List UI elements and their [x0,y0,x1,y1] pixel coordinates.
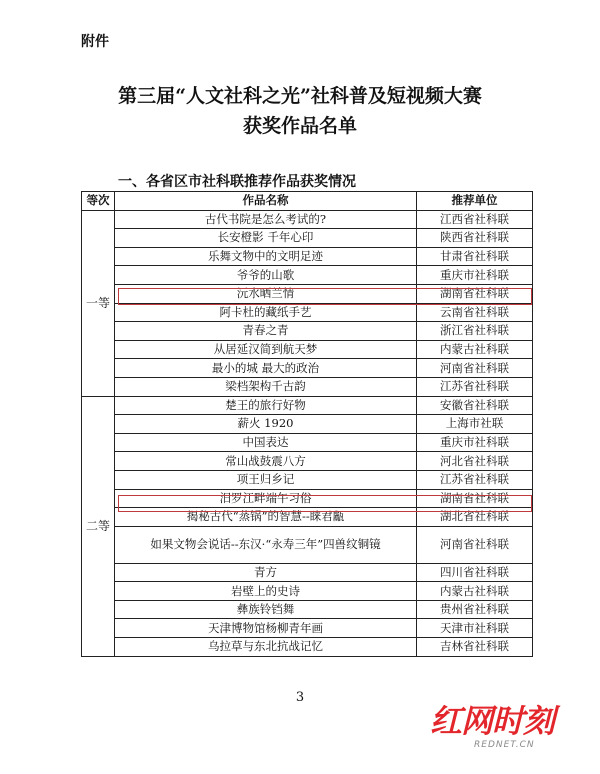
grade-first: 一等 [82,210,115,396]
table-row [82,619,533,638]
table-row [82,396,533,415]
recommending-unit: 河南省社科联 [417,359,533,378]
grade-second: 二等 [82,396,115,656]
watermark-logo [430,701,590,761]
work-title: 从居延汉简到航天梦 [115,340,417,359]
table-row-highlighted [82,284,533,303]
recommending-unit: 河南省社科联 [417,526,533,563]
work-title: 楚王的旅行好物 [115,396,417,415]
table-row [82,415,533,434]
table-row [82,508,533,527]
header-unit: 推荐单位 [417,192,533,211]
table-row [82,526,533,563]
table-row [82,210,533,229]
table-row [82,377,533,396]
document-title-line1: 第三届“人文社科之光”社科普及短视频大赛 [118,85,482,107]
work-title: 中国表达 [115,433,417,452]
recommending-unit: 湖南省社科联 [417,284,533,303]
work-title: 如果文物会说话--东汉·“永寿三年”四兽纹铜镜 [115,526,417,563]
work-title: 乐舞文物中的文明足迹 [115,247,417,266]
table-row [82,322,533,341]
work-title: 项王归乡记 [115,470,417,489]
work-title: 岩壁上的史诗 [115,582,417,601]
recommending-unit: 云南省社科联 [417,303,533,322]
recommending-unit: 安徽省社科联 [417,396,533,415]
work-title: 古代书院是怎么考试的? [115,210,417,229]
table-row [82,433,533,452]
header-work: 作品名称 [115,192,417,211]
work-title: 阿卡杜的藏纸手艺 [115,303,417,322]
work-title: 常山战鼓震八方 [115,452,417,471]
work-title: 乌拉草与东北抗战记忆 [115,638,417,657]
table-row [82,600,533,619]
recommending-unit: 重庆市社科联 [417,266,533,285]
table-row [82,452,533,471]
awards-table [81,191,533,657]
recommending-unit: 吉林省社科联 [417,638,533,657]
attachment-label: 附件 [81,34,109,50]
table-row [82,303,533,322]
work-title: 长安橙影 千年心印 [115,229,417,248]
recommending-unit: 江苏省社科联 [417,470,533,489]
table-row [82,470,533,489]
recommending-unit: 甘肃省社科联 [417,247,533,266]
work-title: 揭秘古代“蒸锅”的智慧--睐君甗 [115,508,417,527]
watermark-sub-text: REDNET.CN [474,740,535,750]
recommending-unit: 内蒙古社科联 [417,340,533,359]
recommending-unit: 湖南省社科联 [417,489,533,508]
recommending-unit: 江苏省社科联 [417,377,533,396]
recommending-unit: 重庆市社科联 [417,433,533,452]
watermark-main-text: 红网时刻 [430,702,555,740]
table-row-highlighted [82,489,533,508]
recommending-unit: 贵州省社科联 [417,600,533,619]
table-row [82,582,533,601]
recommending-unit: 江西省社科联 [417,210,533,229]
table-row [82,359,533,378]
header-grade: 等次 [82,192,115,211]
work-title: 彝族铃铛舞 [115,600,417,619]
table-row [82,340,533,359]
recommending-unit: 河北省社科联 [417,452,533,471]
recommending-unit: 内蒙古社科联 [417,582,533,601]
table-row [82,638,533,657]
document-title-line2: 获奖作品名单 [242,115,357,137]
recommending-unit: 陕西省社科联 [417,229,533,248]
section-heading: 一、各省区市社科联推荐作品获奖情况 [118,174,356,190]
page-number: 3 [295,690,305,705]
work-title: 梁档架构千古韵 [115,377,417,396]
work-title: 青春之青 [115,322,417,341]
work-title: 爷爷的山歌 [115,266,417,285]
recommending-unit: 上海市社联 [417,415,533,434]
recommending-unit: 浙江省社科联 [417,322,533,341]
table-row [82,247,533,266]
work-title: 沅水晒兰情 [115,284,417,303]
work-title: 青方 [115,563,417,582]
recommending-unit: 天津市社科联 [417,619,533,638]
table-row [82,229,533,248]
table-header-row [82,192,533,211]
recommending-unit: 四川省社科联 [417,563,533,582]
work-title: 薪火 1920 [115,415,417,434]
work-title: 汨罗江畔端午习俗 [115,489,417,508]
work-title: 天津博物馆杨柳青年画 [115,619,417,638]
table-row [82,563,533,582]
work-title: 最小的城 最大的政治 [115,359,417,378]
recommending-unit: 湖北省社科联 [417,508,533,527]
table-row [82,266,533,285]
